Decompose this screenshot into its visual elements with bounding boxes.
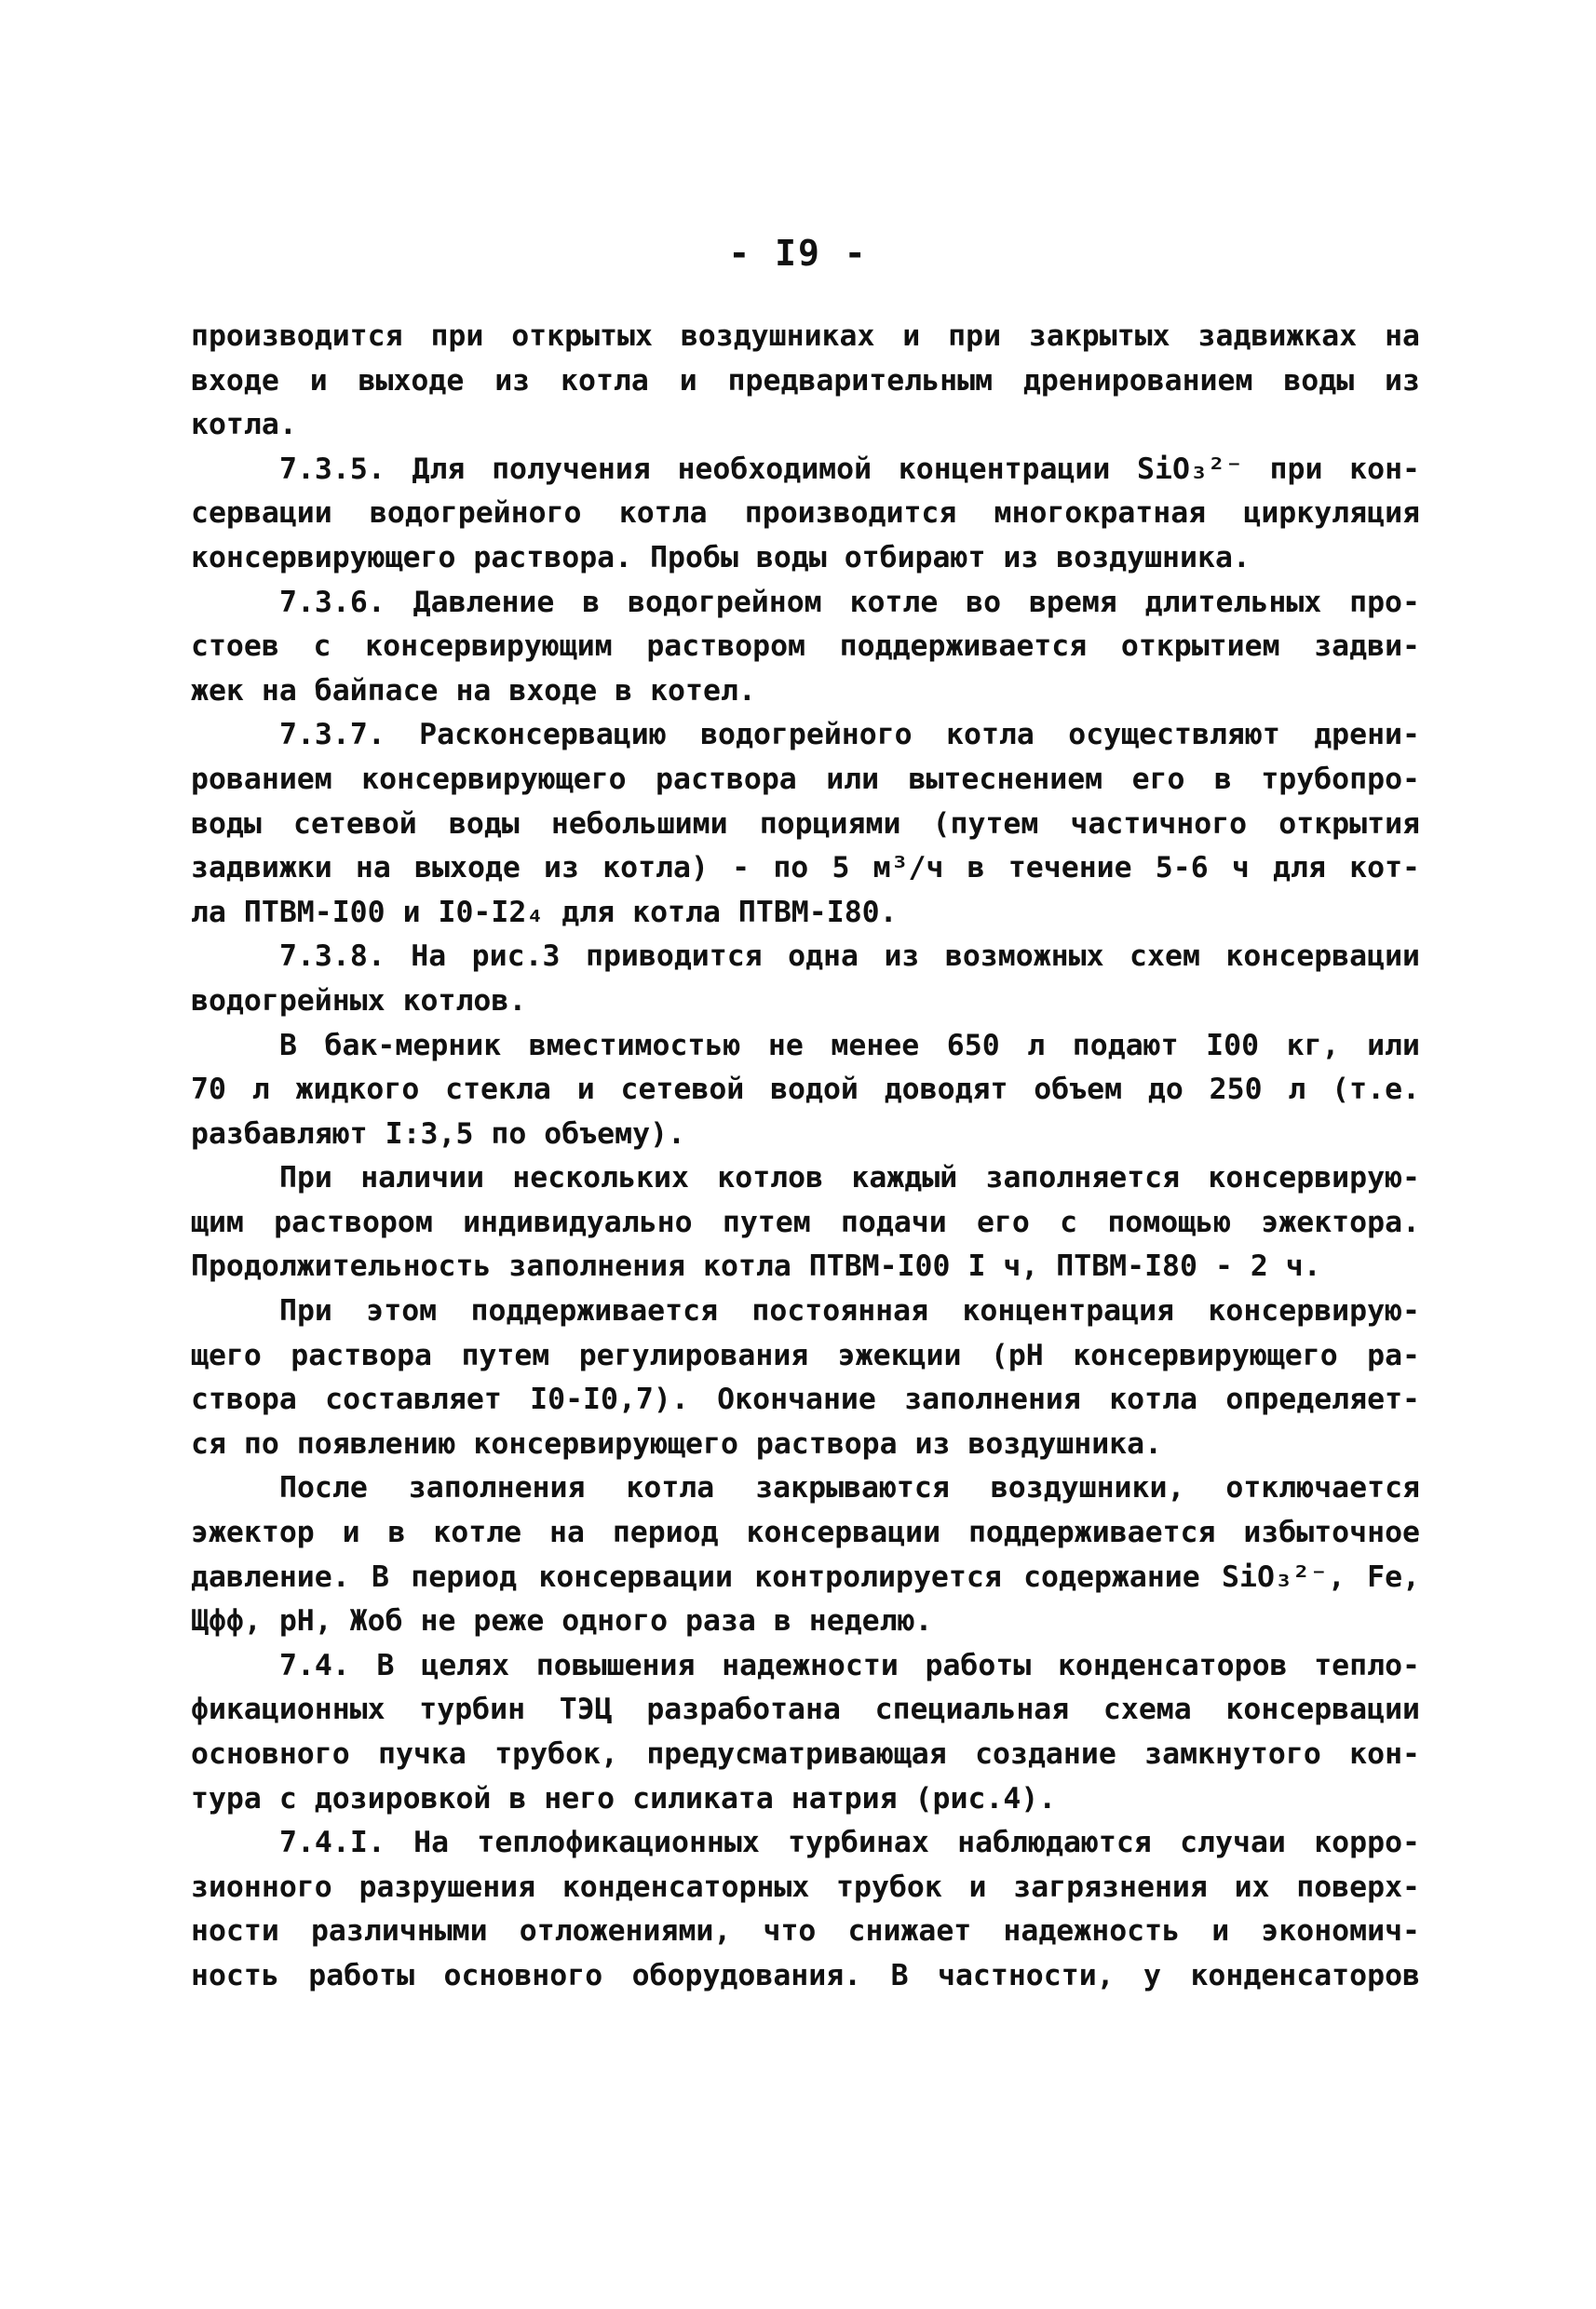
page-number: - I9 -: [728, 233, 868, 274]
body-text: [191, 315, 1420, 1999]
text-line: Продолжительность заполнения котла ПТВМ-I00 I ч, ПТВМ-I80 - 2 ч.: [191, 1249, 1321, 1284]
text-line: основного пучка трубок, предусматривающая создание замкнутого кон-: [191, 1737, 1420, 1771]
text-line: консервирующего раствора. Пробы воды отбирают из воздушника.: [191, 540, 1251, 574]
text-line: 7.4.I. На теплофикационных турбинах наблюдаются случаи корро-: [279, 1826, 1420, 1860]
text-line: ность работы основного оборудования. В частности, у конденсаторов: [191, 1958, 1420, 1992]
text-line: давление. В период консервации контролируется содержание SiO₃²⁻, Fe,: [191, 1560, 1420, 1594]
text-line: стоев с консервирующим раствором поддерживается открытием задви-: [191, 629, 1420, 664]
text-line: При этом поддерживается постоянная концентрация консервирую-: [279, 1294, 1420, 1329]
text-line: воды сетевой воды небольшими порциями (путем частичного открытия: [191, 806, 1420, 841]
text-line: входе и выходе из котла и предварительным дренированием воды из: [191, 363, 1420, 398]
text-line: жек на байпасе на входе в котел.: [191, 673, 756, 708]
text-line: задвижки на выходе из котла) - по 5 м³/ч в течение 5-6 ч для кот-: [191, 851, 1420, 885]
text-line: зионного разрушения конденсаторных трубок и загрязнения их поверх-: [191, 1870, 1420, 1904]
text-line: ся по появлению консервирующего раствора из воздушника.: [191, 1426, 1163, 1461]
text-line: тура с дозировкой в него силиката натрия (рис.4).: [191, 1781, 1057, 1816]
text-line: 7.4. В целях повышения надежности работы конденсаторов тепло-: [279, 1648, 1420, 1682]
text-line: водогрейных котлов.: [191, 983, 527, 1018]
text-line: сервации водогрейного котла производится многократная циркуляция: [191, 496, 1420, 531]
text-line: щего раствора путем регулирования эжекции (рН консервирующего ра-: [191, 1338, 1420, 1372]
text-line: 7.3.7. Расконсервацию водогрейного котла осуществляют дрени-: [279, 718, 1420, 752]
text-line: 7.3.8. На рис.3 приводится одна из возможных схем консервации: [279, 939, 1420, 974]
text-line: 70 л жидкого стекла и сетевой водой доводят объем до 250 л (т.е.: [191, 1073, 1420, 1107]
text-line: щим раствором индивидуально путем подачи его с помощью эжектора.: [191, 1205, 1420, 1239]
text-line: производится при открытых воздушниках и при закрытых задвижках на: [191, 319, 1420, 353]
text-line: Щфф, рН, Жоб не реже одного раза в неделю.: [191, 1604, 933, 1639]
text-line: эжектор и в котле на период консервации поддерживается избыточное: [191, 1516, 1420, 1550]
text-line: разбавляют I:3,5 по объему).: [191, 1116, 686, 1151]
text-line: После заполнения котла закрываются воздушники, отключается: [279, 1471, 1420, 1506]
text-line: котла.: [191, 408, 297, 442]
text-line: 7.3.5. Для получения необходимой концентрации SiO₃²⁻ при кон-: [279, 452, 1420, 486]
text-line: фикационных турбин ТЭЦ разработана специальная схема консервации: [191, 1693, 1420, 1727]
text-line: рованием консервирующего раствора или вытеснением его в трубопро-: [191, 762, 1420, 796]
text-line: ности различными отложениями, что снижает надежность и экономич-: [191, 1914, 1420, 1949]
text-line: ла ПТВМ-I00 и I0-I2₄ для котла ПТВМ-I80.: [191, 895, 898, 929]
text-line: При наличии нескольких котлов каждый заполняется консервирую-: [279, 1161, 1420, 1195]
text-line: В бак-мерник вместимостью не менее 650 л подают I00 кг, или: [279, 1028, 1420, 1062]
text-line: 7.3.6. Давление в водогрейном котле во время длительных про-: [279, 585, 1420, 619]
text-line: створа составляет I0-I0,7). Окончание заполнения котла определяет-: [191, 1383, 1420, 1417]
